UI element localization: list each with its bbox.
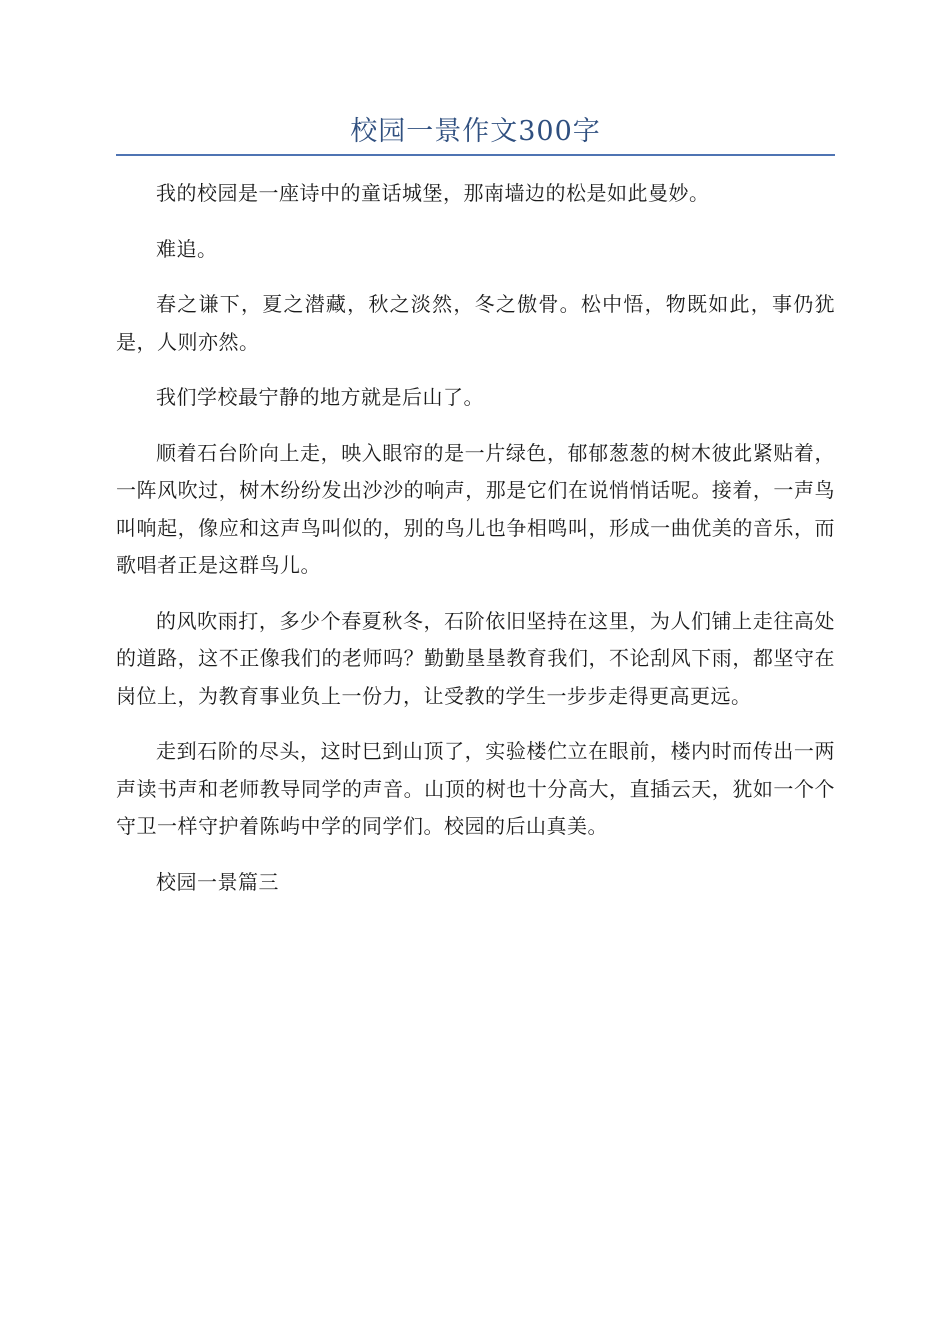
paragraph: 春之谦下，夏之潜藏，秋之淡然，冬之傲骨。松中悟，物既如此，事仍犹是，人则亦然。: [116, 292, 835, 354]
document-body: [116, 175, 835, 919]
document-title: 校园一景作文300字: [350, 116, 601, 147]
paragraph: 我们学校最宁静的地方就是后山了。: [156, 385, 484, 409]
paragraph: 我的校园是一座诗中的童话城堡，那南墙边的松是如此曼妙。: [156, 181, 710, 205]
paragraph: 校园一景篇三: [156, 869, 279, 894]
paragraph: 顺着石台阶向上走，映入眼帘的是一片绿色，郁郁葱葱的树木彼此紧贴着，一阵风吹过，树木纷纷发出沙沙的响声，那是它们在说悄悄话呢。接着，一声鸟叫响起，像应和这声鸟叫似的，别的鸟儿也争相鸣叫，形成一曲优美的音乐，而歌唱者正是这群鸟儿。: [116, 440, 835, 577]
title-underline: [116, 154, 835, 156]
paragraph: 的风吹雨打，多少个春夏秋冬，石阶依旧坚持在这里，为人们铺上走往高处的道路，这不正像我们的老师吗？勤勤垦垦教育我们，不论刮风下雨，都坚守在岗位上，为教育事业负上一份力，让受教的学生一步步走得更高更远。: [116, 608, 835, 708]
paragraph: 走到石阶的尽头，这时巳到山顶了，实验楼伫立在眼前，楼内时而传出一两声读书声和老师教导同学的声音。山顶的树也十分高大，直插云天，犹如一个个守卫一样守护着陈屿中学的同学们。校园的后山真美。: [116, 739, 835, 838]
paragraph: 难追。: [156, 236, 218, 261]
